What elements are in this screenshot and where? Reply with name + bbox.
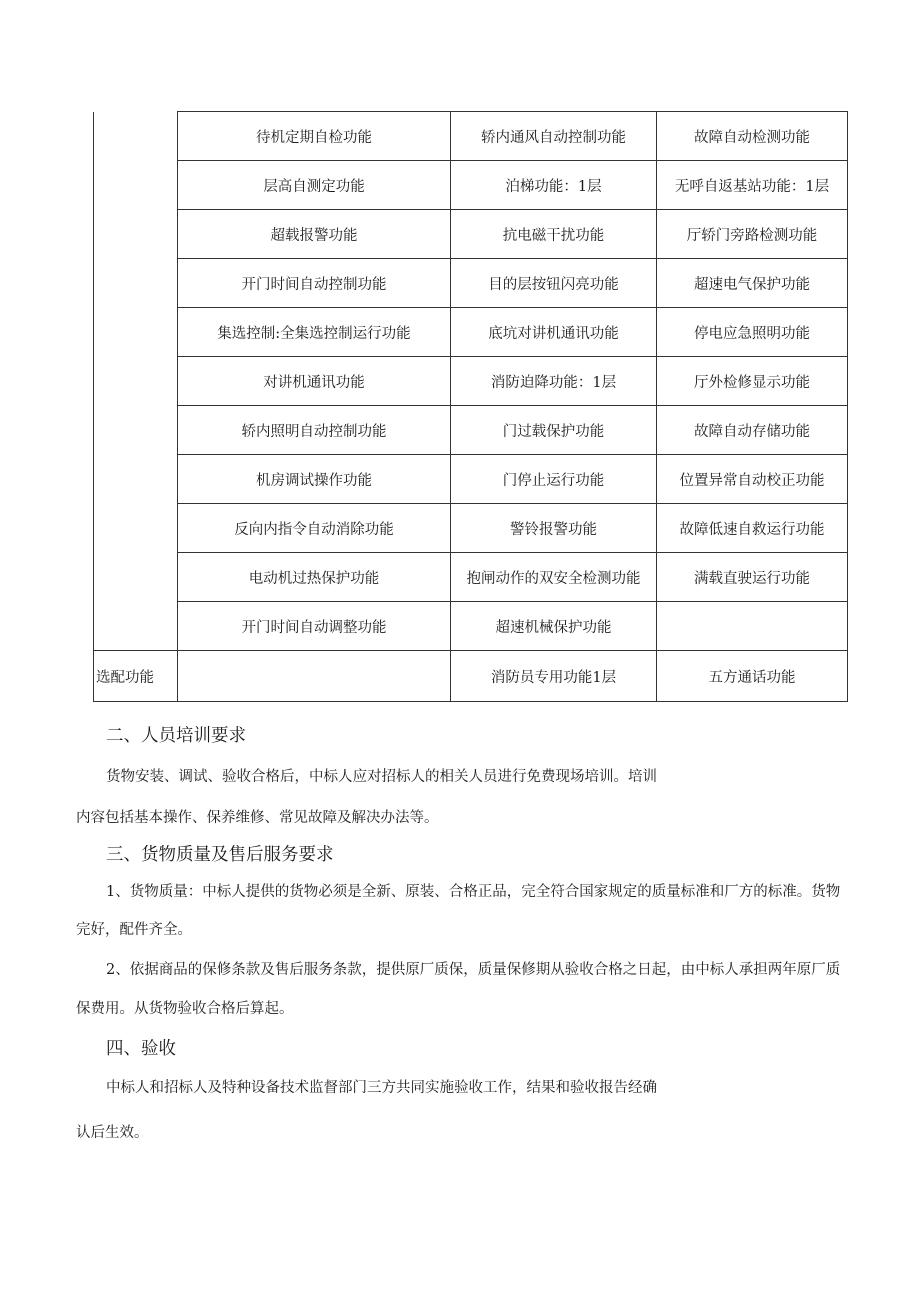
table-cell: 抗电磁干扰功能 (451, 210, 657, 259)
table-cell: 底坑对讲机通讯功能 (451, 308, 657, 357)
table-cell: 五方通话功能 (657, 651, 848, 702)
table-cell: 轿内照明自动控制功能 (178, 406, 451, 455)
section-heading-training: 二、人员培训要求 (106, 726, 246, 746)
paragraph-line: 认后生效。 (76, 1125, 149, 1141)
table-cell: 故障自动检测功能 (657, 112, 848, 161)
table-row (94, 602, 848, 651)
function-table (93, 111, 848, 702)
table-row (94, 308, 848, 357)
table-cell: 厅轿门旁路检测功能 (657, 210, 848, 259)
table-row (94, 504, 848, 553)
table-cell: 反向内指令自动消除功能 (178, 504, 451, 553)
section-heading-quality: 三、货物质量及售后服务要求 (106, 845, 334, 865)
table-cell: 厅外检修显示功能 (657, 357, 848, 406)
table-cell: 对讲机通讯功能 (178, 357, 451, 406)
table-row (94, 112, 848, 161)
paragraph-line: 完好，配件齐全。 (76, 922, 192, 938)
table-cell: 消防员专用功能1层 (451, 651, 657, 702)
table-cell: 泊梯功能：1层 (451, 161, 657, 210)
paragraph-line: 中标人和招标人及特种设备技术监督部门三方共同实施验收工作，结果和验收报告经确 (106, 1080, 657, 1096)
table-cell (178, 651, 451, 702)
table-cell: 位置异常自动校正功能 (657, 455, 848, 504)
table-cell: 消防迫降功能：1层 (451, 357, 657, 406)
paragraph-line: 保费用。从货物验收合格后算起。 (76, 1001, 294, 1017)
table-row (94, 455, 848, 504)
table-cell: 开门时间自动调整功能 (178, 602, 451, 651)
table-cell: 待机定期自检功能 (178, 112, 451, 161)
table-cell: 电动机过热保护功能 (178, 553, 451, 602)
table-row (94, 161, 848, 210)
category-cell-optional: 选配功能 (94, 651, 178, 702)
table-row (94, 357, 848, 406)
section-heading-acceptance: 四、验收 (106, 1039, 176, 1059)
table-cell: 集选控制:全集选控制运行功能 (178, 308, 451, 357)
table-cell: 警铃报警功能 (451, 504, 657, 553)
table-row-optional (94, 651, 848, 702)
paragraph-line: 货物安装、调试、验收合格后，中标人应对招标人的相关人员进行免费现场培训。培训 (106, 769, 657, 785)
table-cell: 机房调试操作功能 (178, 455, 451, 504)
table-cell: 故障自动存储功能 (657, 406, 848, 455)
paragraph-line: 2、依据商品的保修条款及售后服务条款，提供原厂质保，质量保修期从验收合格之日起，由中标人承担两年原厂质 (106, 962, 841, 978)
paragraph-line: 内容包括基本操作、保养维修、常见故障及解决办法等。 (76, 810, 439, 826)
table-cell: 层高自测定功能 (178, 161, 451, 210)
table-cell: 开门时间自动控制功能 (178, 259, 451, 308)
table-row (94, 553, 848, 602)
table-row (94, 210, 848, 259)
table-cell: 轿内通风自动控制功能 (451, 112, 657, 161)
paragraph-line: 1、货物质量：中标人提供的货物必须是全新、原装、合格正品，完全符合国家规定的质量标准和厂方的标准。货物 (106, 884, 841, 900)
table-cell: 停电应急照明功能 (657, 308, 848, 357)
table-cell: 门停止运行功能 (451, 455, 657, 504)
table-cell: 无呼自返基站功能：1层 (657, 161, 848, 210)
table-cell (657, 602, 848, 651)
table-cell: 超速机械保护功能 (451, 602, 657, 651)
table-cell: 门过载保护功能 (451, 406, 657, 455)
table-cell: 抱闸动作的双安全检测功能 (451, 553, 657, 602)
table-row (94, 259, 848, 308)
category-cell-standard (94, 112, 178, 651)
table-row (94, 406, 848, 455)
table-cell: 超速电气保护功能 (657, 259, 848, 308)
table-cell: 满载直驶运行功能 (657, 553, 848, 602)
table-cell: 超载报警功能 (178, 210, 451, 259)
table-cell: 目的层按钮闪亮功能 (451, 259, 657, 308)
table-cell: 故障低速自救运行功能 (657, 504, 848, 553)
